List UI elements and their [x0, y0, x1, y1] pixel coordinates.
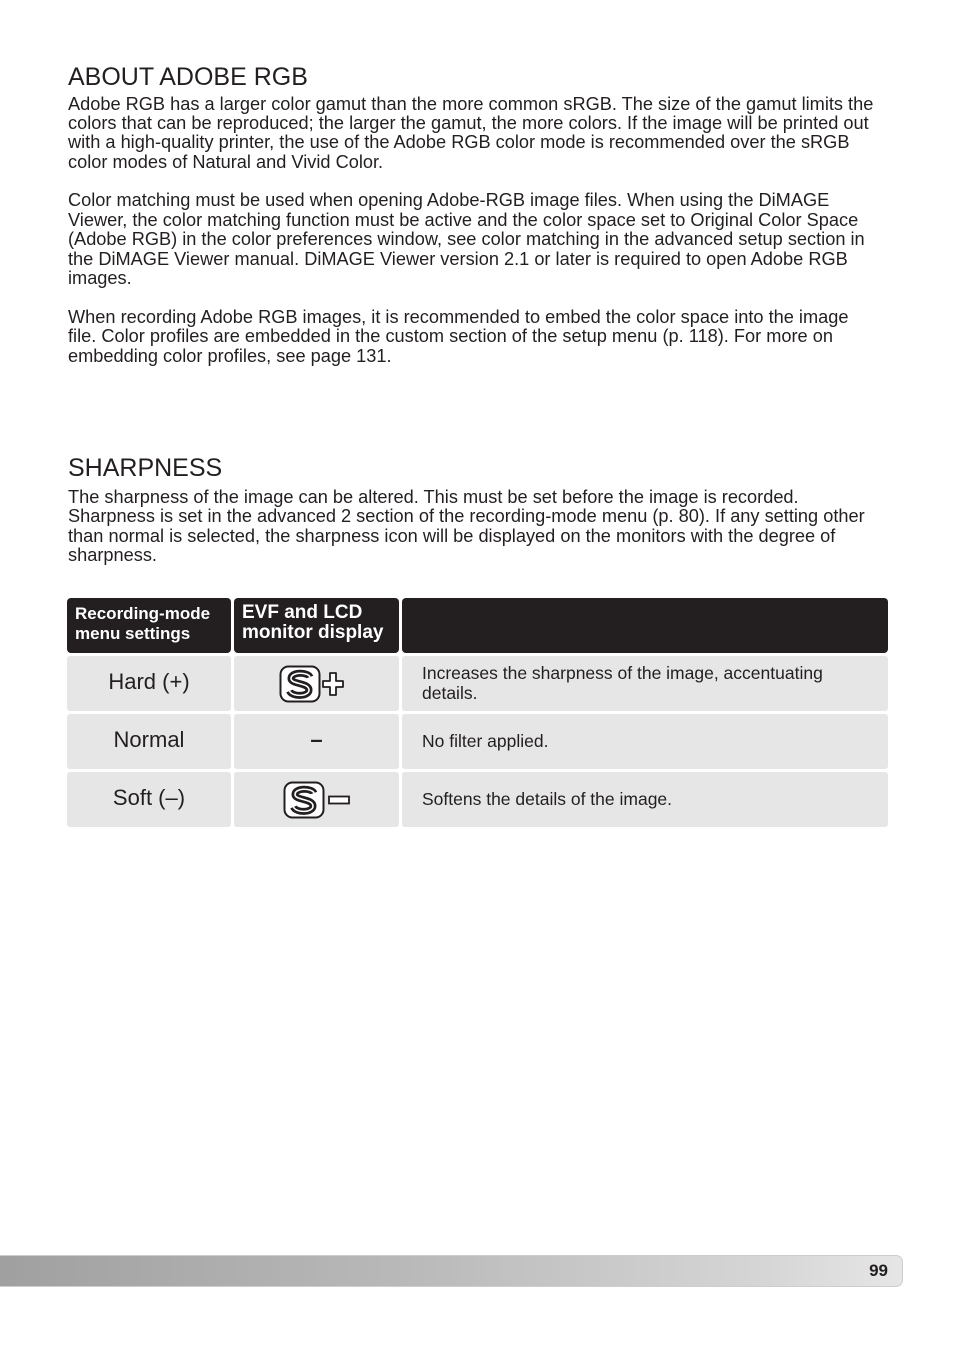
paragraph	[68, 191, 873, 288]
setting-cell-normal	[67, 714, 231, 769]
text-line: color modes of Natural and Vivid Color.	[68, 151, 384, 172]
page-number: 99	[869, 1261, 888, 1280]
header-line: menu settings	[75, 624, 191, 643]
about-adobe-rgb-body	[68, 95, 873, 366]
header-cell-description	[402, 598, 888, 653]
text-line: images.	[68, 268, 132, 289]
text-line: file. Color profiles are embedded in the custom section of the setup menu (p. 118). For more on	[68, 326, 833, 347]
text-line: Adobe RGB has a larger color gamut than the more common sRGB. The size of the gamut limits the	[68, 93, 874, 114]
header-line: Recording-mode	[75, 604, 211, 623]
setting-cell-hard	[67, 656, 231, 711]
text-line: The sharpness of the image can be altered. This must be set before the image is recorded.	[68, 487, 799, 507]
description-cell-normal	[402, 714, 888, 769]
display-cell-soft	[234, 772, 399, 827]
text-line: sharpness.	[68, 545, 157, 566]
footer-bar	[0, 1255, 903, 1287]
text-line: than normal is selected, the sharpness icon will be displayed on the monitors with the degree of	[68, 525, 836, 546]
description-line: Softens the details of the image.	[422, 788, 673, 809]
paragraph	[68, 488, 865, 566]
setting-cell-soft	[67, 772, 231, 827]
text-line: (Adobe RGB) in the color preferences window, see color matching in the advanced setup section in	[68, 229, 865, 250]
sharpness-plus-icon-graphic	[279, 665, 345, 703]
text-line: Sharpness is set in the advanced 2 section of the recording-mode menu (p. 80). If any setting other	[68, 506, 865, 527]
paragraph	[68, 95, 873, 173]
description-line: details.	[422, 682, 478, 703]
text-line: the DiMAGE Viewer manual. DiMAGE Viewer version 2.1 or later is required to open Adobe RGB	[68, 248, 848, 269]
header-cell-menu-settings	[67, 598, 231, 653]
section-title-sharpness: SHARPNESS	[68, 454, 223, 482]
paragraph	[68, 308, 873, 366]
plus-sign	[323, 673, 343, 695]
sharpness-settings-table	[67, 598, 888, 827]
display-cell-hard	[234, 656, 399, 711]
minus-sign	[329, 796, 349, 803]
setting-label: Soft (–)	[112, 784, 186, 810]
text-line: with a high-quality printer, the use of the Adobe RGB color mode is recommended over the sRGB	[68, 132, 850, 153]
text-line: Color matching must be used when opening Adobe-RGB image files. When using the DiMAGE	[68, 190, 830, 211]
text-line: Viewer, the color matching function must be active and the color space set to Original Color Space	[68, 209, 859, 230]
setting-label: Hard (+)	[108, 668, 190, 694]
description-line: Increases the sharpness of the image, accentuating	[422, 663, 823, 683]
description-cell-soft	[402, 772, 888, 827]
setting-label: Normal	[113, 726, 185, 752]
description-cell-hard	[402, 656, 888, 711]
header-cell-monitor-display	[234, 598, 399, 653]
text-line: When recording Adobe RGB images, it is recommended to embed the color space into the image	[68, 306, 849, 327]
sharpness-minus-icon	[283, 781, 351, 819]
text-line: embedding color profiles, see page 131.	[68, 345, 392, 366]
section-title-about-adobe-rgb: ABOUT ADOBE RGB	[68, 63, 308, 91]
sharpness-plus-icon	[279, 665, 345, 703]
display-cell-normal	[234, 714, 399, 769]
no-indicator-dash: –	[310, 726, 323, 752]
sharpness-minus-icon-graphic	[283, 781, 351, 819]
sharpness-body	[68, 488, 865, 566]
description-line: No filter applied.	[422, 730, 549, 751]
text-line: colors that can be reproduced; the larger the gamut, the more colors. If the image will be printed out	[68, 112, 869, 133]
header-line: EVF and LCD	[242, 602, 363, 623]
header-line: monitor display	[242, 622, 384, 643]
